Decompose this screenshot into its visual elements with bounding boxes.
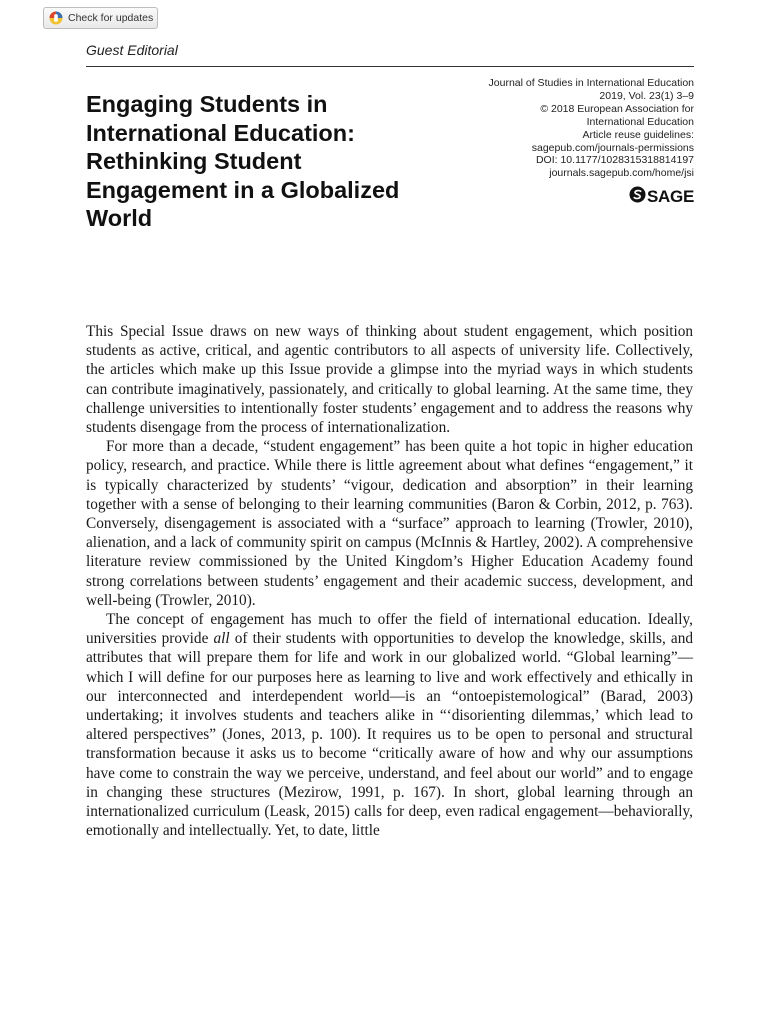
section-label: Guest Editorial [86, 42, 178, 58]
journal-volume: 2019, Vol. 23(1) 3–9 [599, 89, 694, 102]
publisher-logo [629, 186, 694, 208]
paragraph-1: This Special Issue draws on new ways of thinking about student engagement, which position students as active, critical, and agentic contributors to all aspects of university life. Collectively, the articles which make up this Issue provide a glimpse into the myriad ways in which students can contribute imaginatively, passionately, and critically to global learning. At the same time, they challenge universities to intentionally foster students’ engagement and to address the reasons why students disengage from the process of internationalization. [86, 323, 693, 437]
copyright-line: © 2018 European Association for [540, 102, 694, 115]
sage-logo-icon [629, 186, 646, 208]
paragraph-3-emphasis: all [213, 630, 230, 648]
publisher-name: SAGE [647, 187, 694, 206]
journal-info [434, 77, 694, 180]
header-rule [86, 66, 694, 67]
paragraph-3-text-b: of their students with opportunities to develop the knowledge, skills, and attributes that will prepare them for life and work in our globalized world. “Global learning”—which I will define for our purposes here as learning to live and work effectively and ethically in our interconnected and interdependent world—is an “ontoepistemological” (Barad, 2003) undertaking; it involves students and teachers alike in “‘disorienting dilemmas,’ which lead to altered perspectives” (Jones, 2013, p. 100). It requires us to be open to personal and structural transformation because it asks us to become “critically aware of how and why our assumptions have come to constrain the way we perceive, understand, and feel about our world” and to engage in changing these structures (Mezirow, 1991, p. 167). In short, global learning through an internationalized curriculum (Leask, 2015) calls for deep, even radical engagement—behaviorally, emotionally and intellectually. Yet, to date, little [86, 630, 693, 840]
journal-name: Journal of Studies in International Education [488, 77, 694, 89]
check-for-updates-button[interactable] [43, 7, 158, 29]
paragraph-2: For more than a decade, “student engagement” has been quite a hot topic in higher education policy, research, and practice. While there is little agreement about what defines “engagement,” it is typically characterized by students’ “vigour, dedication and absorption” in their learning together with a sense of belonging to their learning communities (Baron & Corbin, 2012, p. 763). Conversely, disengagement is associated with a “surface” approach to learning (Trowler, 2010), alienation, and a lack of community spirit on campus (McInnis & Hartley, 2002). A comprehensive literature review commissioned by the United Kingdom’s Higher Education Academy found strong correlations between students’ engagement and their academic success, development, and well-being (Trowler, 2010). [86, 438, 693, 609]
copyright-holder: International Education [586, 115, 694, 128]
paragraph-3-text-a: The concept of engagement has much to offer the field of international education. Ideally, universities provide [86, 611, 693, 648]
article-body [86, 322, 693, 840]
check-for-updates-label: Check for updates [68, 12, 154, 24]
doi-link[interactable]: DOI: 10.1177/1028315318814197 [535, 154, 694, 167]
article-title: Engaging Students in International Education: Rethinking Student Engagement in a Globalized World [86, 91, 400, 231]
journal-home-link[interactable]: journals.sagepub.com/home/jsi [549, 167, 694, 180]
permissions-link[interactable]: sagepub.com/journals-permissions [531, 141, 694, 154]
reuse-guidelines-label: Article reuse guidelines: [582, 128, 694, 141]
paragraph-3 [86, 610, 693, 840]
crossmark-icon [49, 11, 63, 25]
